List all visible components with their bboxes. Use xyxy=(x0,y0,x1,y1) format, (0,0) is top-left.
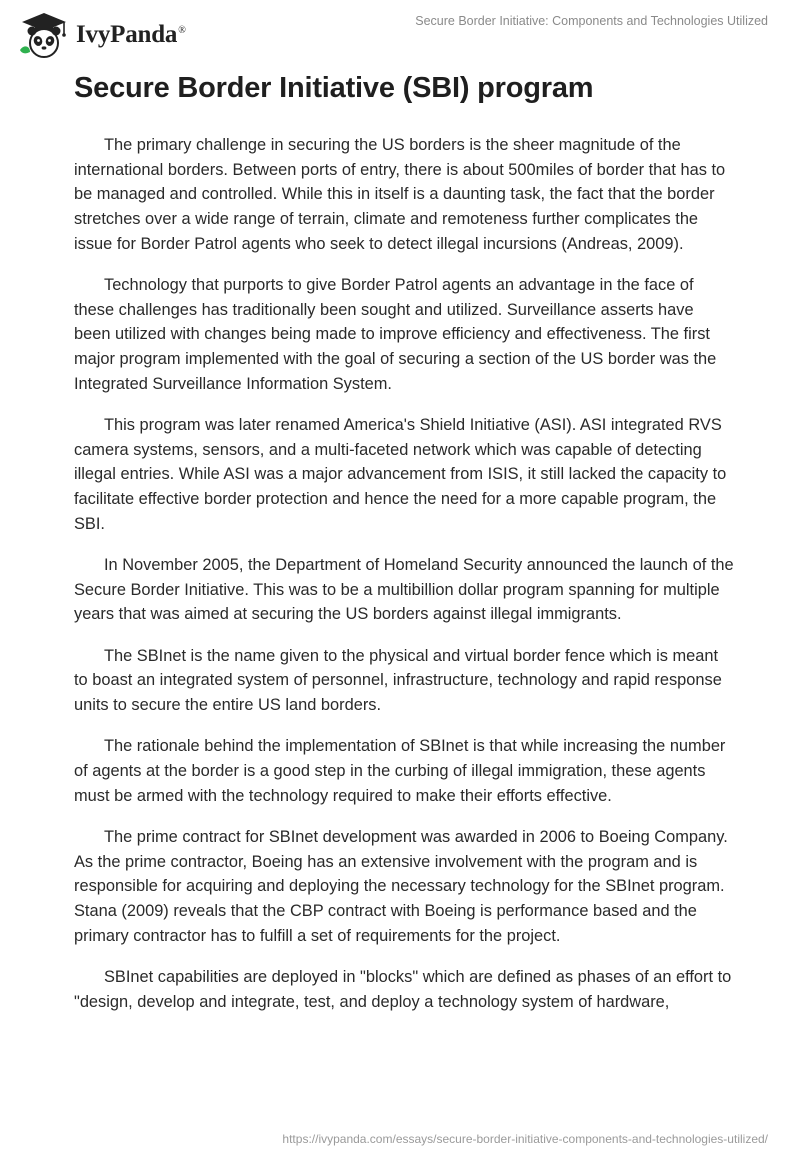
article-body xyxy=(74,133,734,1031)
paragraph: This program was later renamed America's Shield Initiative (ASI). ASI integrated RVS camera systems, sensors, and a multi-faceted network which was capable of detecting illegal entries. While ASI was a major advancement from ISIS, it still lacked the capacity to facilitate effective border protection and hence the need for a more capable program, the SBI. xyxy=(74,416,727,533)
page-heading: Secure Border Initiative (SBI) program xyxy=(74,72,594,104)
paragraph: The prime contract for SBInet development was awarded in 2006 to Boeing Company. As the prime contractor, Boeing has an extensive involvement with the program and is responsible for acquiring and deploying the necessary technology for the SBInet program. Stana (2009) reveals that the CBP contract with Boeing is performance based and the primary contractor has to fulfill a set of requirements for the project. xyxy=(74,827,728,945)
document-title: Secure Border Initiative: Components and Technologies Utilized xyxy=(415,14,768,28)
panda-graduate-icon xyxy=(16,10,72,60)
paragraph: The rationale behind the implementation of SBInet is that while increasing the number of agents at the border is a good step in the curbing of illegal immigration, these agents must be armed with the technology required to make their efforts effective. xyxy=(74,737,726,805)
paragraph: The SBInet is the name given to the physical and virtual border fence which is meant to boast an integrated system of personnel, infrastructure, technology and rapid response units to secure the entire US land borders. xyxy=(74,646,722,715)
brand-name xyxy=(76,21,186,49)
source-url[interactable]: https://ivypanda.com/essays/secure-border-initiative-components-and-technologies-utilized/ xyxy=(282,1132,768,1146)
brand-name-text: IvyPanda xyxy=(76,21,178,48)
registered-mark: ® xyxy=(178,24,186,36)
paragraph: In November 2005, the Department of Homeland Security announced the launch of the Secure Border Initiative. This was to be a multibillion dollar program spanning for multiple years that was aimed at securing the US borders against illegal immigrants. xyxy=(74,556,734,624)
paragraph: SBInet capabilities are deployed in "blocks" which are defined as phases of an effort to "design, develop and integrate, test, and deploy a technology system of hardware, xyxy=(74,967,732,1011)
paragraph: Technology that purports to give Border Patrol agents an advantage in the face of these challenges has traditionally been sought and utilized. Surveillance asserts have been utilized with changes being made to improve efficiency and effectiveness. The first major program implemented with the goal of securing a section of the US border was the Integrated Surveillance Information System. xyxy=(74,276,717,393)
paragraph: The primary challenge in securing the US borders is the sheer magnitude of the international borders. Between ports of entry, there is about 500miles of border that has to be managed and controlled. While this in itself is a daunting task, the fact that the border stretches over a wide range of terrain, climate and remoteness further complicates the issue for Border Patrol agents who seek to detect illegal incursions (Andreas, 2009). xyxy=(74,136,726,253)
brand-logo[interactable] xyxy=(16,10,186,60)
